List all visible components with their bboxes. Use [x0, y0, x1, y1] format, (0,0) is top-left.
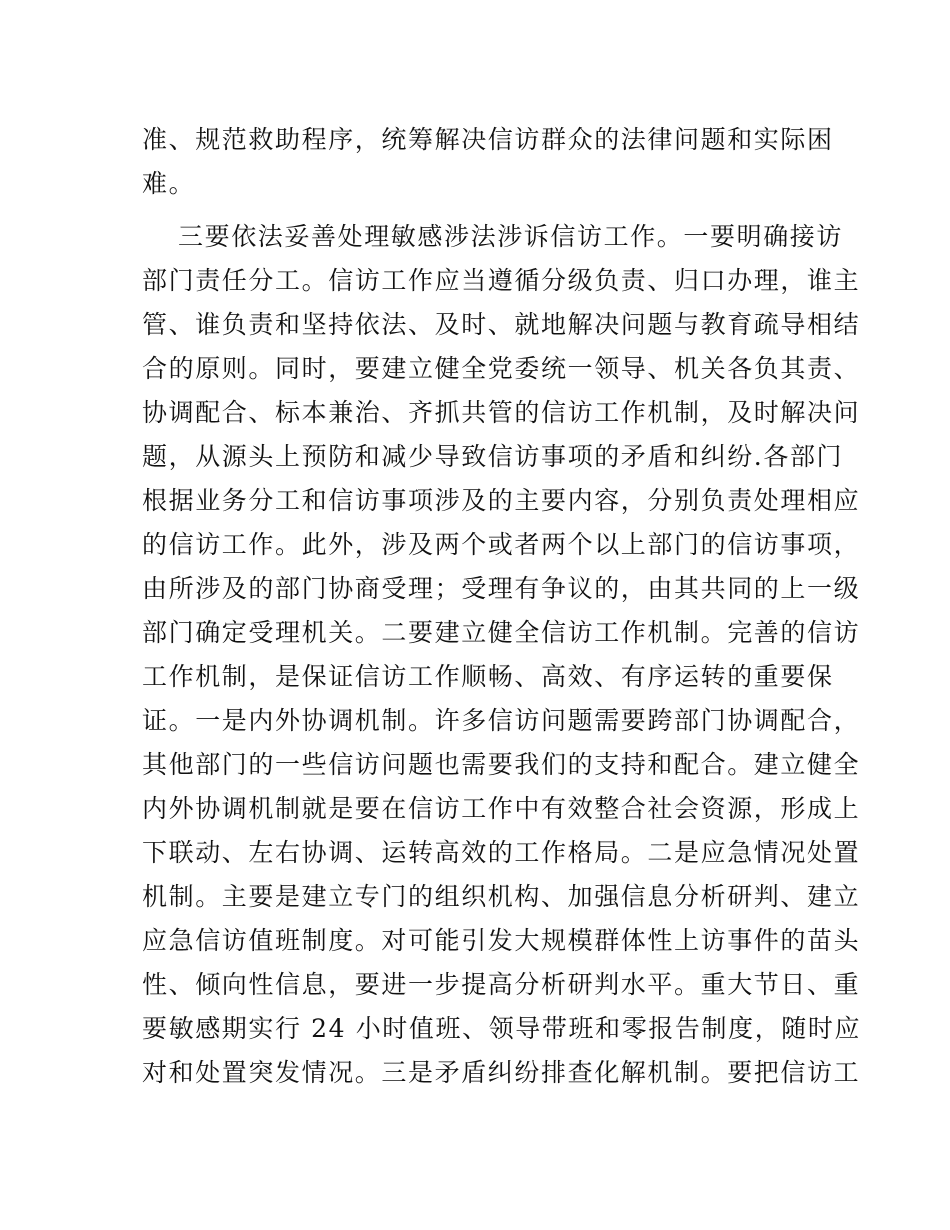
- text-line-13: 工作机制，是保证信访工作顺畅、高效、有序运转的重要保: [142, 662, 834, 691]
- text-line-19: 应急信访值班制度。对可能引发大规模群体性上访事件的苗头: [142, 926, 861, 955]
- text-line-3: 三要依法妥善处理敏感涉法涉诉信访工作。一要明确接访: [178, 222, 844, 251]
- text-line-20: 性、倾向性信息，要进一步提高分析研判水平。重大节日、重: [142, 970, 861, 999]
- text-line-10: 的信访工作。此外，涉及两个或者两个以上部门的信访事项，: [142, 530, 861, 559]
- text-line-15: 其他部门的一些信访问题也需要我们的支持和配合。建立健全: [142, 750, 861, 779]
- text-line-8: 题，从源头上预防和减少导致信访事项的矛盾和纠纷.各部门: [142, 442, 844, 471]
- text-line-11: 由所涉及的部门协商受理；受理有争议的，由其共同的上一级: [142, 574, 861, 603]
- text-line-22: 对和处置突发情况。三是矛盾纠纷排查化解机制。要把信访工: [142, 1058, 861, 1087]
- text-line-4: 部门责任分工。信访工作应当遵循分级负责、归口办理，谁主: [142, 266, 861, 295]
- text-line-18: 机制。主要是建立专门的组织机构、加强信息分析研判、建立: [142, 882, 861, 911]
- text-line-5: 管、谁负责和坚持依法、及时、就地解决问题与教育疏导相结: [142, 310, 861, 339]
- text-line-17: 下联动、左右协调、运转高效的工作格局。二是应急情况处置: [142, 838, 861, 867]
- text-line-9: 根据业务分工和信访事项涉及的主要内容，分别负责处理相应: [142, 486, 861, 515]
- text-line-16: 内外协调机制就是要在信访工作中有效整合社会资源，形成上: [142, 794, 861, 823]
- text-line-12: 部门确定受理机关。二要建立健全信访工作机制。完善的信访: [142, 618, 861, 647]
- text-line-14: 证。一是内外协调机制。许多信访问题需要跨部门协调配合，: [142, 706, 861, 735]
- text-line-7: 协调配合、标本兼治、齐抓共管的信访工作机制，及时解决问: [142, 398, 861, 427]
- text-line-6: 合的原则。同时，要建立健全党委统一领导、机关各负其责、: [142, 354, 861, 383]
- text-line-21: 要敏感期实行 24 小时值班、领导带班和零报告制度，随时应: [142, 1014, 862, 1043]
- text-line-1: 准、规范救助程序，统筹解决信访群众的法律问题和实际困: [142, 125, 834, 154]
- text-line-2: 难。: [142, 169, 196, 198]
